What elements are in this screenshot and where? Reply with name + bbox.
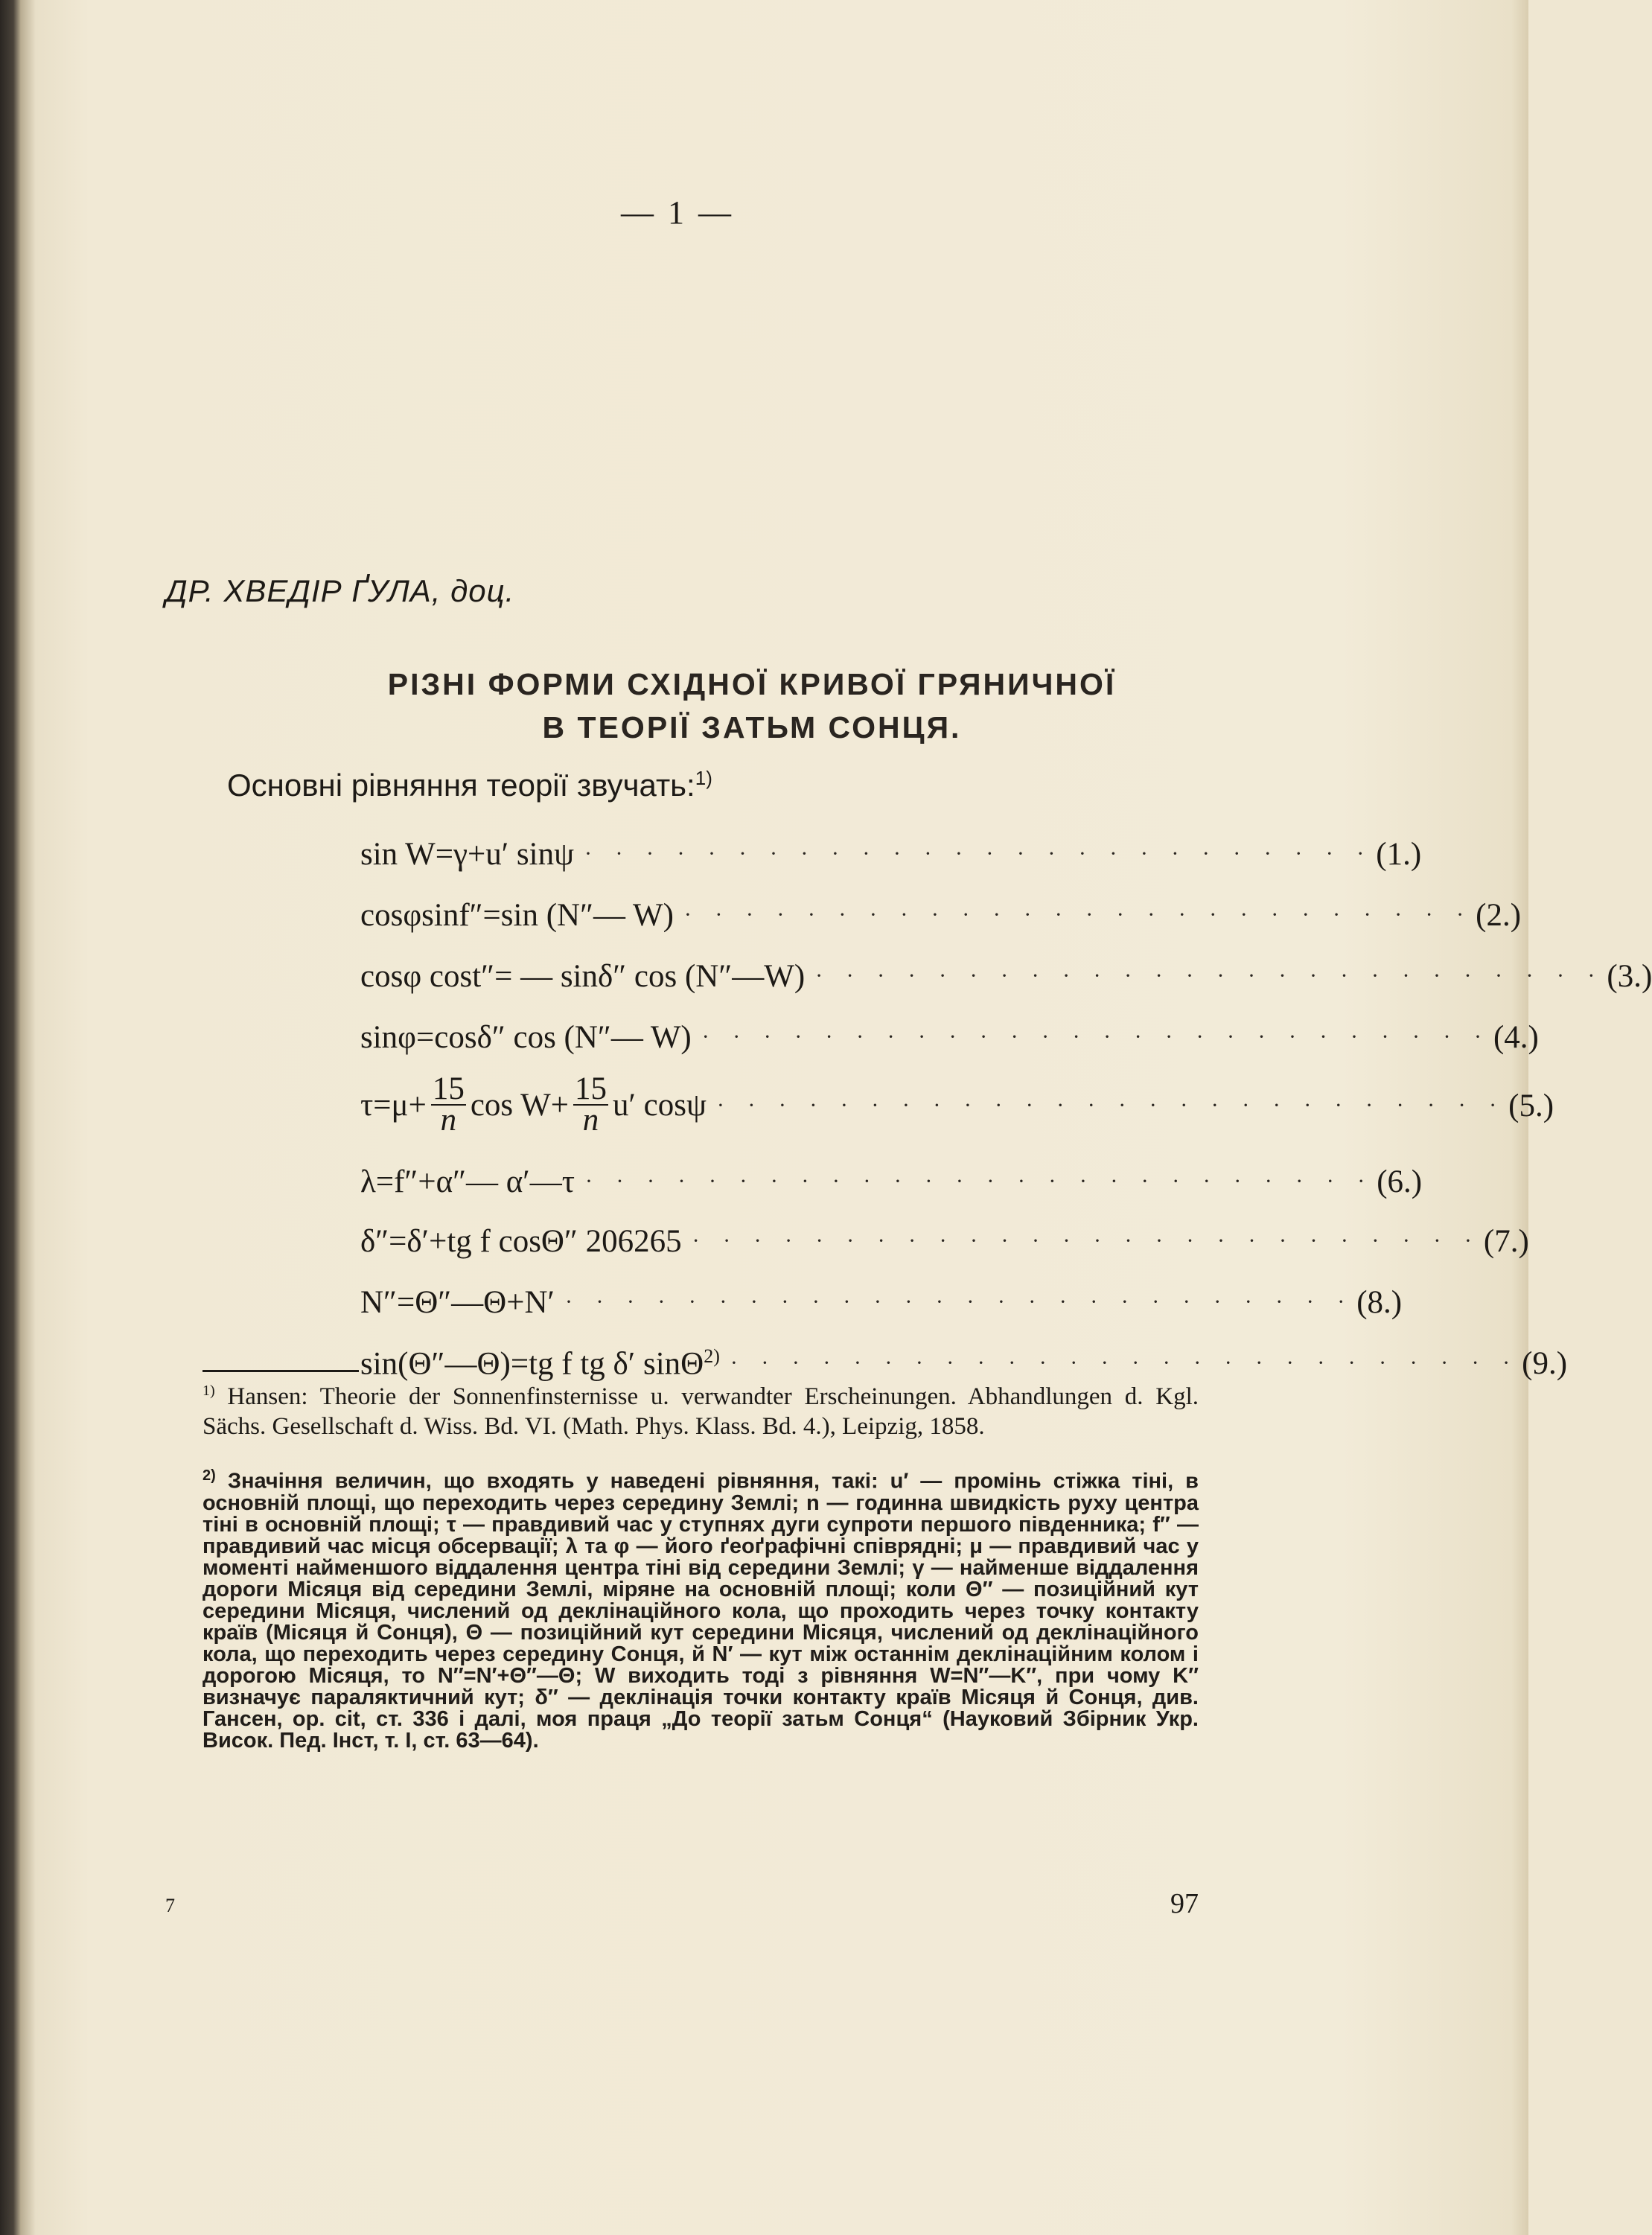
fraction-numerator: 15 — [574, 1071, 607, 1106]
equation-row — [360, 1337, 1568, 1382]
fraction — [431, 1071, 466, 1138]
leader-dots: · · · · · · · · · · · · · · · · · · · · · · · · · · — [815, 963, 1604, 988]
footnote-1 — [202, 1376, 1199, 1441]
page-marker: — 1 — — [621, 194, 734, 231]
title-line-1: РІЗНІ ФОРМИ СХІДНОЇ КРИВОЇ ГРЯНИЧНОЇ — [387, 667, 1117, 701]
equation-formula: cosφ cost″= — sinδ″ cos (N″—W) — [360, 959, 806, 994]
equation-number: (8.) — [1356, 1285, 1403, 1320]
equation-row — [360, 828, 1422, 873]
equation-formula-part: cos W+ — [470, 1087, 569, 1123]
leader-dots: · · · · · · · · · · · · · · · · · · · · · · · · · · — [730, 1351, 1519, 1375]
leader-dots: · · · · · · · · · · · · · · · · · · · · · · · · · · — [683, 902, 1473, 927]
fraction-denominator: n — [440, 1103, 457, 1138]
equation-number: (1.) — [1376, 837, 1422, 872]
equation-number: (6.) — [1377, 1164, 1423, 1199]
footnote-ref-1: 1) — [695, 767, 712, 789]
equation-number: (4.) — [1493, 1020, 1539, 1055]
equation-row — [360, 1069, 1554, 1141]
equation-number: (3.) — [1607, 959, 1652, 994]
printer-signature: 7 — [165, 1895, 175, 1916]
equation-row — [360, 1215, 1529, 1260]
fraction — [573, 1071, 608, 1138]
equation-formula-part: τ=μ+ — [360, 1087, 427, 1123]
footnote-1-mark: 1) — [202, 1383, 215, 1399]
equation-formula: sin W=γ+u′ sinψ — [360, 837, 574, 872]
equation-formula: cosφsinf″=sin (N″— W) — [360, 898, 674, 933]
leader-dots: · · · · · · · · · · · · · · · · · · · · · · · · · · — [564, 1289, 1354, 1314]
fraction-denominator: n — [582, 1103, 599, 1138]
intro-paragraph — [227, 767, 712, 803]
article-title — [223, 663, 1281, 749]
leader-dots: · · · · · · · · · · · · · · · · · · · · · · · · · · — [584, 1169, 1374, 1193]
equation-number: (9.) — [1522, 1346, 1568, 1381]
title-line-2: В ТЕОРІЇ ЗАТЬМ СОНЦЯ. — [542, 710, 962, 745]
equation-row — [360, 889, 1522, 934]
equation-row — [360, 1155, 1423, 1200]
fraction-numerator: 15 — [432, 1071, 465, 1106]
footnote-2-text: Значіння величин, що входять у наведені рівняння, такі: u′ — промінь стіжка тіні, в основній площі, що переходить через середину Землі; n — годинна швидкість руху центра тіні в основній площі; τ — правдивий час у ступнях дуги супроти першого південника; f″ — правдивий час місця обсервації; λ та φ — його ґеоґрафічні співрядні; μ — правдивий час у моменті найменшого віддалення центра тіні від середини Землі; γ — найменше віддалення дороги Місяця від середини Землі, міряне на основній площі; коли Θ″ — позиційний кут середини Місяця, числений од деклінаційного кола, що проходить через точку контакту країв (Місяця й Сонця), Θ — позиційний кут середини Місяця, числений од деклінаційного кола, що переходить через середину Сонця, й N′ — кут між останнім деклінаційним колом і дорогою Місяця, то N″=N′+Θ″—Θ; W виходить тоді з рівняння W=N″—K″, при чому K″ визначує параляктичний кут; δ″ — деклінація точки контакту країв Місяця й Сонця, див. Гансен, op. cit, ст. 336 і далі, моя праця „До теорії затьм Сонця“ (Науковий Збірник Укр. Висок. Пед. Інст, т. І, ст. 63—64). — [202, 1469, 1199, 1753]
equation-formula — [360, 1069, 717, 1141]
footnote-2 — [202, 1465, 1199, 1752]
equation-number: (5.) — [1508, 1088, 1554, 1123]
equation-formula: sinφ=cosδ″ cos (N″— W) — [360, 1020, 692, 1055]
equation-formula: λ=f″+α″— α′—τ — [360, 1164, 575, 1199]
footnote-ref-2: 2) — [704, 1345, 720, 1367]
footnote-2-mark: 2) — [202, 1467, 216, 1484]
page-number: 97 — [1170, 1888, 1199, 1919]
equation-number: (2.) — [1476, 898, 1522, 933]
equation-row — [360, 1011, 1539, 1056]
equation-number: (7.) — [1483, 1224, 1529, 1259]
equation-formula: δ″=δ′+tg f cosΘ″ 206265 — [360, 1224, 682, 1259]
intro-text: Основні рівняння теорії звучать: — [227, 768, 695, 803]
leader-dots: · · · · · · · · · · · · · · · · · · · · · · · · · · — [584, 841, 1374, 866]
equation-row — [360, 1276, 1403, 1321]
footnote-divider — [202, 1370, 359, 1372]
leader-dots: · · · · · · · · · · · · · · · · · · · · · · · · · · — [692, 1228, 1481, 1253]
equation-formula-part: u′ cosψ — [612, 1087, 707, 1123]
equation-formula: N″=Θ″—Θ+N′ — [360, 1285, 555, 1320]
footnote-1-text: Hansen: Theorie der Sonnenfinsternisse u. verwandter Erscheinungen. Abhandlungen d. Kgl. Sächs. Gesellschaft d. Wiss. Bd. VI. (Math. Phys. Klass. Bd. 4.), Leipzig, 1858. — [202, 1383, 1199, 1440]
author-line: ДР. ХВЕДІР ҐУЛА, доц. — [165, 573, 515, 608]
equation-row — [360, 950, 1652, 995]
leader-dots: · · · · · · · · · · · · · · · · · · · · · · · · · · — [701, 1024, 1490, 1049]
leader-dots: · · · · · · · · · · · · · · · · · · · · · · · · · · — [716, 1093, 1506, 1118]
equation-formula-part: sin(Θ″—Θ)=tg f tg δ′ sinΘ — [360, 1346, 704, 1381]
